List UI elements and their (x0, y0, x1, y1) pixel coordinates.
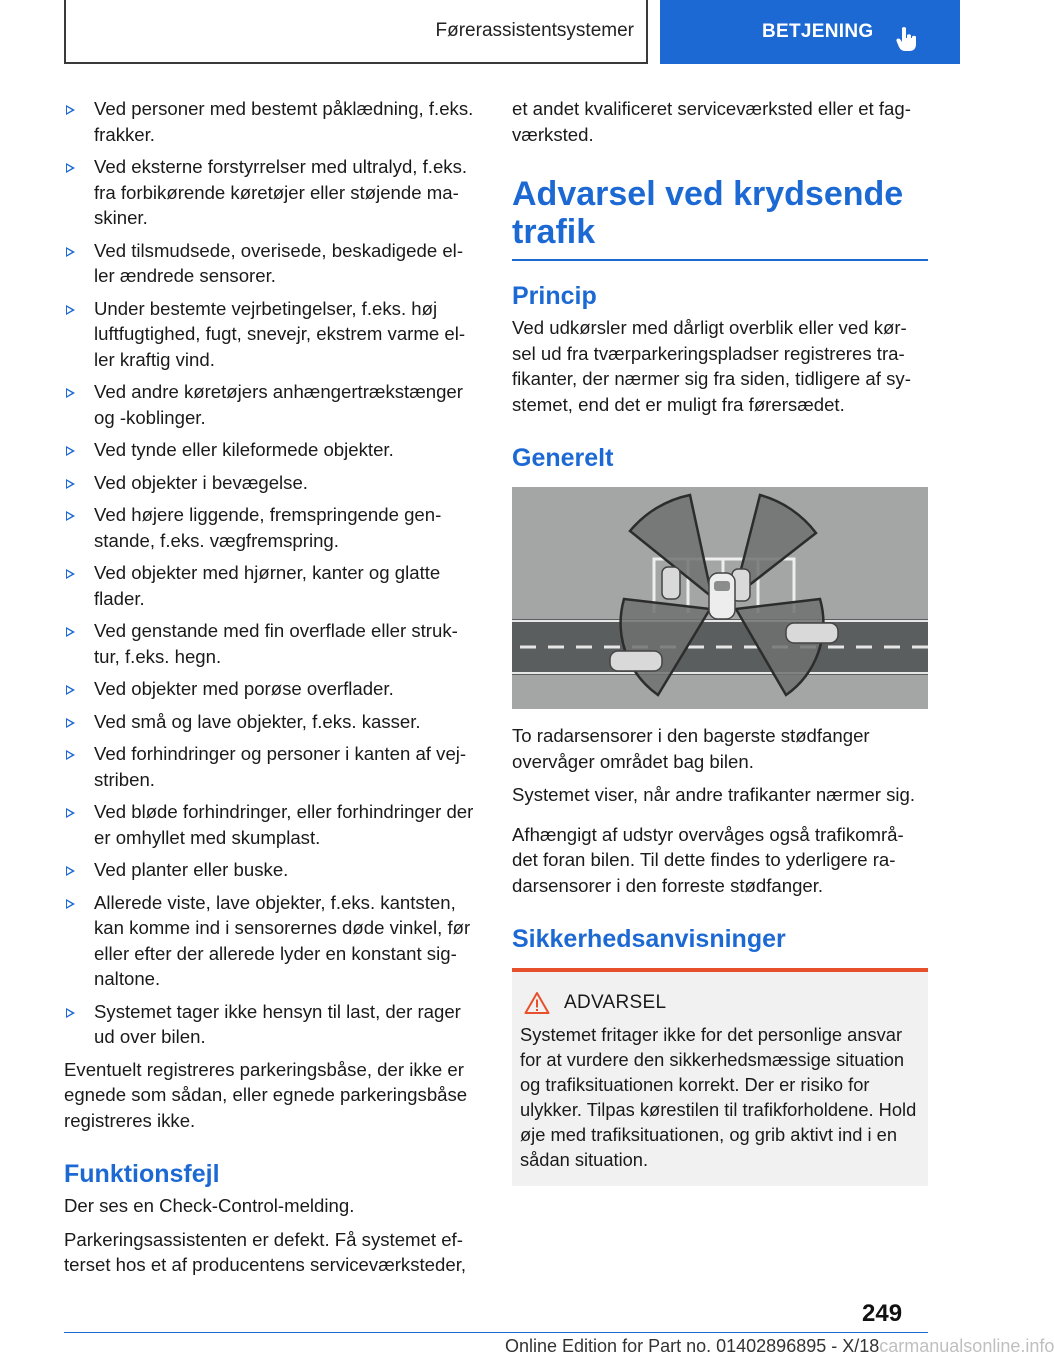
list-item-text: Ved forhindringer og personer i kanten af vej-striben. (94, 743, 467, 790)
list-item (64, 676, 478, 702)
list-item-text: Under bestemte vejrbetingelser, f.eks. høj luftfugtighed, fugt, snevejr, ekstrem varme el-ler kraftig vind. (94, 297, 466, 370)
bullet-triangle-icon (66, 446, 75, 456)
list-item (64, 470, 478, 496)
list-item (64, 857, 478, 883)
bullet-triangle-icon (66, 305, 75, 315)
list-item (64, 799, 478, 850)
footer-edition: Online Edition for Part no. 01402896895 - X/18 (505, 1336, 880, 1356)
hand-pointer-icon (896, 26, 918, 52)
warning-label: ADVARSEL (564, 992, 667, 1013)
footer-line (505, 1336, 1054, 1357)
bullet-triangle-icon (66, 1008, 75, 1018)
generelt-p3: Afhængigt af udstyr overvåges også trafikområ-det foran bilen. Til dette findes to yderligere ra-darsensorer i den forreste stødfanger. (512, 823, 904, 896)
list-item-text: Ved planter eller buske. (94, 859, 289, 880)
list-item (64, 618, 478, 669)
bullet-triangle-icon (66, 685, 75, 695)
list-item (64, 741, 478, 792)
list-item (64, 154, 478, 231)
bullet-triangle-icon (66, 511, 75, 521)
list-item-text: Ved tilsmudsede, overisede, beskadigede el-ler ændrede sensorer. (94, 239, 464, 286)
header-chapter-box (660, 0, 960, 64)
list-item-text: Ved andre køretøjers anhængertrækstænger og -koblinger. (94, 381, 463, 428)
bullet-triangle-icon (66, 569, 75, 579)
section-title: Advarsel ved krydsende trafik (512, 175, 904, 251)
bullet-triangle-icon (66, 750, 75, 760)
list-item-text: Allerede viste, lave objekter, f.eks. kantsten, kan komme ind i sensorernes døde vinkel, før eller efter der allerede lyder en konstant sig-naltone. (94, 891, 471, 989)
list-item-text: Ved objekter med porøse overflader. (94, 678, 394, 699)
continued-text: et andet kvalificeret serviceværksted eller et fag-værksted. (512, 98, 911, 145)
list-item-text: Ved eksterne forstyrrelser med ultralyd, f.eks. fra forbikørende køretøjer eller støjende ma-skiner. (94, 156, 468, 228)
funktionsfejl-p1: Der ses en Check-Control-melding. (64, 1195, 355, 1216)
list-item-text: Ved højere liggende, fremspringende gen-stande, f.eks. vægfremspring. (94, 504, 442, 551)
list-item (64, 379, 478, 430)
bullet-triangle-icon (66, 388, 75, 398)
limitations-list (64, 96, 478, 1050)
right-column (512, 96, 928, 1186)
list-item-text: Ved tynde eller kileformede objekter. (94, 439, 394, 460)
page-number: 249 (862, 1300, 903, 1327)
sikkerhed-heading: Sikkerhedsanvisninger (512, 925, 786, 953)
warning-box (512, 968, 928, 1186)
bullet-triangle-icon (66, 479, 75, 489)
header-section-box (64, 0, 648, 64)
princip-heading: Princip (512, 282, 597, 310)
list-item (64, 437, 478, 463)
generelt-p1: To radarsensorer i den bagerste stødfanger overvåger området bag bilen. (512, 725, 870, 772)
princip-text: Ved udkørsler med dårligt overblik eller ved kør-sel ud fra tværparkeringspladser registreres tra-fikanter, der nærmer sig fra siden, tidligere af sy-stemet, end det er muligt fra førersædet. (512, 317, 911, 415)
bullet-triangle-icon (66, 718, 75, 728)
footer-rule (64, 1332, 928, 1333)
warning-text: Systemet fritager ikke for det personlige ansvar for at vurdere den sikkerhedsmæssige situation og trafiksituationen korrekt. Der er risiko for ulykker. Tilpas kørestilen til trafikforholdene. Hold øje med trafiksituationen, og grib aktivt ind i en sådan situation. (520, 1023, 917, 1170)
bullet-triangle-icon (66, 866, 75, 876)
parking-note: Eventuelt registreres parkeringsbåse, der ikke er egnede som sådan, eller egnede parkeringsbåse registreres ikke. (64, 1058, 468, 1131)
warning-triangle-icon (524, 991, 550, 1015)
bullet-triangle-icon (66, 163, 75, 173)
bullet-triangle-icon (66, 247, 75, 257)
generelt-heading: Generelt (512, 444, 614, 472)
bullet-triangle-icon (66, 627, 75, 637)
list-item-text: Ved bløde forhindringer, eller forhindringer der er omhyllet med skumplast. (94, 801, 474, 848)
list-item (64, 96, 478, 147)
list-item (64, 296, 478, 373)
list-item (64, 890, 478, 992)
bullet-triangle-icon (66, 808, 75, 818)
list-item-text: Systemet tager ikke hensyn til last, der rager ud over bilen. (94, 1000, 461, 1047)
left-column (64, 96, 478, 1286)
list-item (64, 502, 478, 553)
cross-traffic-illustration (512, 487, 928, 709)
footer-watermark: carmanualsonline.info (879, 1336, 1054, 1356)
list-item (64, 238, 478, 289)
funktionsfejl-heading: Funktionsfejl (64, 1160, 220, 1188)
header-chapter-title: BETJENING (762, 21, 874, 42)
section-rule (512, 259, 928, 261)
list-item (64, 709, 478, 735)
list-item-text: Ved objekter i bevægelse. (94, 471, 308, 493)
warning-header (520, 990, 920, 1016)
funktionsfejl-p2: Parkeringsassistenten er defekt. Få systemet ef-terset hos et af producentens serviceværksteder, (64, 1228, 467, 1275)
bullet-triangle-icon (66, 899, 75, 909)
list-item-text: Ved objekter med hjørner, kanter og glatte flader. (94, 562, 441, 609)
generelt-p2: Systemet viser, når andre trafikanter nærmer sig. (512, 784, 916, 805)
list-item-text: Ved personer med bestemt påklædning, f.eks. frakker. (94, 98, 474, 145)
list-item (64, 560, 478, 611)
list-item-text: Ved genstande med fin overflade eller struk-tur, f.eks. hegn. (94, 620, 458, 667)
list-item-text: Ved små og lave objekter, f.eks. kasser. (94, 710, 421, 732)
list-item (64, 999, 478, 1050)
header-section-title: Førerassistentsystemer (435, 20, 634, 41)
bullet-triangle-icon (66, 105, 75, 115)
